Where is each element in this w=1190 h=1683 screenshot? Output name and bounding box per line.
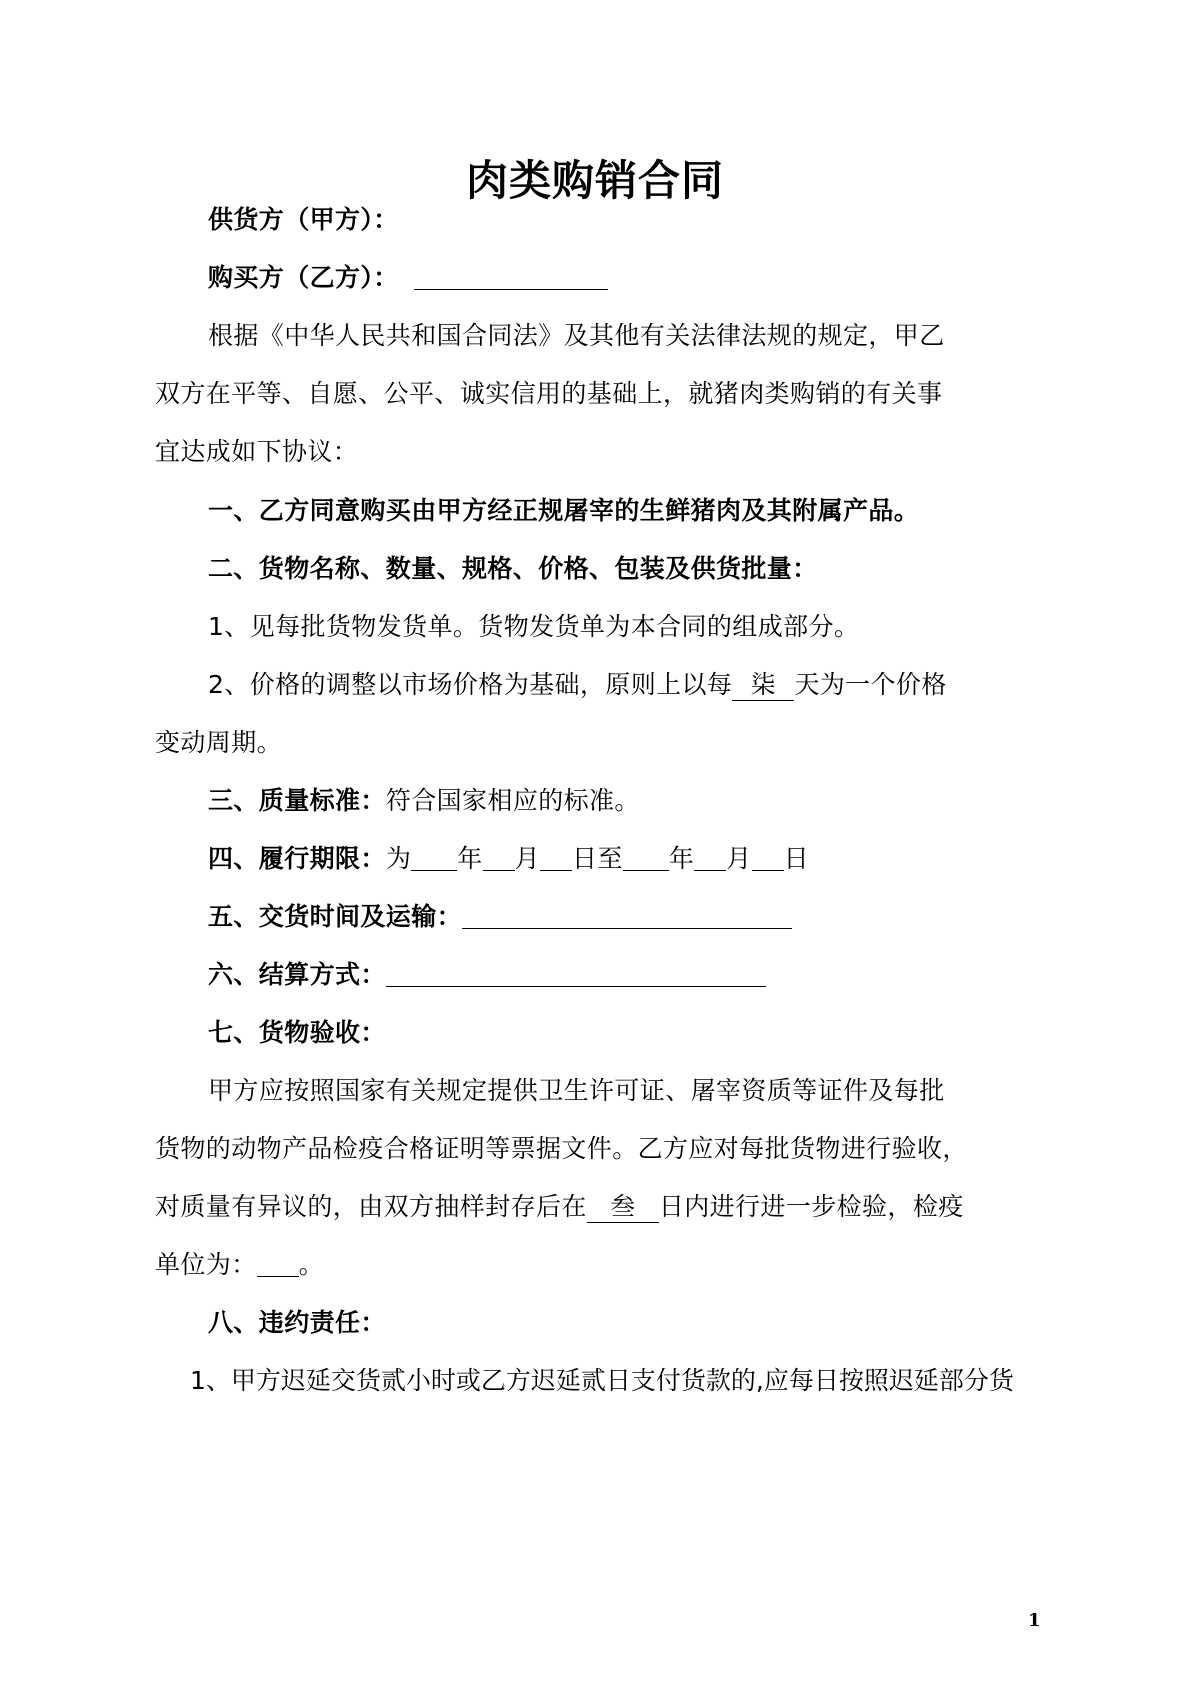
section-2-heading: 二、货物名称、数量、规格、价格、包装及供货批量：	[208, 554, 818, 583]
start-year-blank	[411, 846, 457, 871]
intro-line-1: 根据《中华人民共和国合同法》及其他有关法律法规的规定，甲乙	[208, 321, 945, 350]
acceptance-line-4	[155, 1248, 324, 1282]
start-day-blank	[540, 846, 572, 871]
item-2-2-cont: 变动周期。	[155, 728, 283, 757]
breach-item-1: 1、甲方迟延交货贰小时或乙方迟延贰日支付货款的,应每日按照迟延部分货	[190, 1366, 1014, 1395]
settlement-blank	[386, 962, 766, 987]
section-8-heading: 八、违约责任：	[208, 1308, 386, 1337]
document-title: 肉类购销合同	[465, 156, 724, 205]
section-4-label: 四、履行期限：	[208, 844, 386, 873]
section-3-text: 符合国家相应的标准。	[385, 786, 640, 815]
section-4	[208, 842, 809, 876]
intro-line-2: 双方在平等、自愿、公平、诚实信用的基础上，就猪肉类购销的有关事	[155, 379, 943, 408]
section-6-label: 六、结算方式：	[208, 960, 386, 989]
delivery-blank	[462, 904, 792, 929]
section-3	[208, 784, 640, 818]
page-number: 1	[1028, 1610, 1041, 1631]
section-1: 一、乙方同意购买由甲方经正规屠宰的生鲜猪肉及其附属产品。	[208, 496, 920, 525]
item-2-2-after: 天为一个价格	[794, 670, 947, 699]
section-7-heading: 七、货物验收：	[208, 1018, 386, 1047]
day-char: 日	[572, 844, 598, 873]
item-2-1: 1、见每批货物发货单。货物发货单为本合同的组成部分。	[208, 612, 860, 641]
supplier-label: 供货方（甲方）：	[208, 205, 399, 234]
buyer-blank	[414, 265, 608, 290]
acceptance-line-1: 甲方应按照国家有关规定提供卫生许可证、屠宰资质等证件及每批	[208, 1076, 945, 1105]
end-day-blank	[752, 846, 784, 871]
buyer-line	[208, 261, 608, 295]
price-cycle-days: 柒	[732, 670, 794, 701]
to-char: 至	[597, 844, 623, 873]
end-month-blank	[694, 846, 726, 871]
section-3-label: 三、质量标准：	[208, 786, 386, 815]
year-char: 年	[668, 844, 695, 873]
start-month-blank	[483, 846, 515, 871]
acceptance-line-3	[155, 1190, 964, 1224]
buyer-label: 购买方（乙方）：	[208, 263, 399, 292]
item-2-2	[208, 668, 947, 702]
inspection-days: 叁	[587, 1192, 659, 1223]
year-char: 年	[457, 844, 483, 873]
section-4-prefix: 为	[385, 844, 412, 873]
day-char: 日	[783, 844, 810, 873]
acceptance-line-3-before: 对质量有异议的，由双方抽样封存后在	[155, 1192, 587, 1221]
acceptance-line-3-after: 日内进行进一步检验，检疫	[658, 1192, 964, 1221]
section-5	[208, 900, 792, 934]
section-5-label: 五、交货时间及运输：	[208, 902, 463, 931]
acceptance-line-4-before: 单位为：	[155, 1250, 257, 1279]
intro-line-3: 宜达成如下协议：	[155, 437, 359, 466]
inspection-unit-blank	[257, 1252, 299, 1277]
item-2-2-before: 2、价格的调整以市场价格为基础，原则上以每	[208, 670, 733, 699]
end-year-blank	[623, 846, 669, 871]
month-char: 月	[726, 844, 752, 873]
supplier-line	[208, 203, 399, 237]
acceptance-line-2: 货物的动物产品检疫合格证明等票据文件。乙方应对每批货物进行验收，	[155, 1134, 968, 1163]
month-char: 月	[514, 844, 541, 873]
section-6	[208, 958, 766, 992]
acceptance-line-4-after: 。	[298, 1250, 325, 1279]
